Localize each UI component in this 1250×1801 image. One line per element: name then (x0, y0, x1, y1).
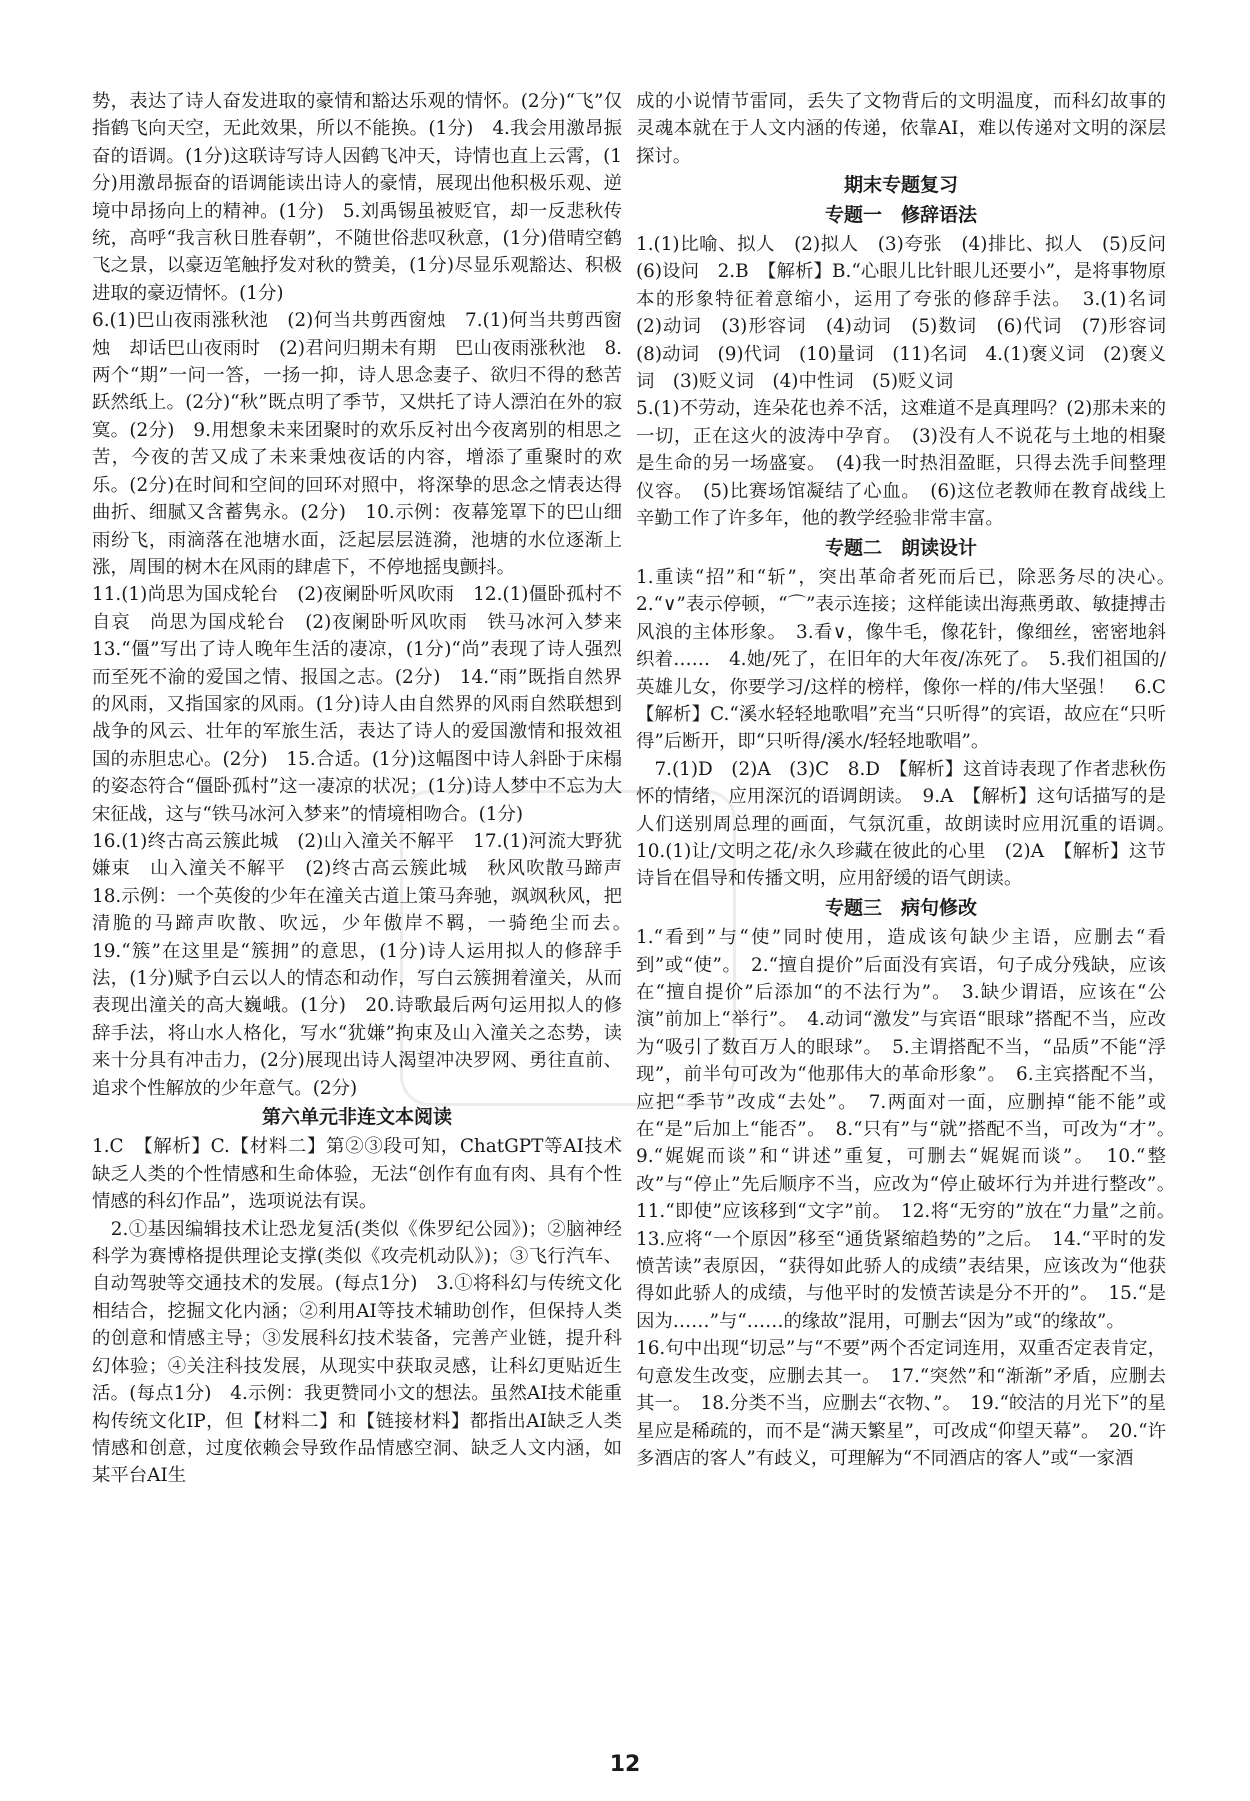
answer-paragraph: 1.(1)比喻、拟人 (2)拟人 (3)夸张 (4)排比、拟人 (5)反问 (6)设问 2.B 【解析】B.“心眼儿比针眼儿还要小”，是将事物原本的形象特征着意缩小，运用了夸张的修辞手法。 3.(1)名词 (2)动词 (3)形容词 (4)动词 (5)数词 (6)代词 (7)形容词 (8)动词 (9)代词 (10)量词 (11)名词 4.(1)褒义词 (2)褒义词 (3)贬义词 (4)中性词 (5)贬义词 (636, 234, 1185, 393)
topic-heading: 专题一 修辞语法 (824, 203, 977, 226)
answer-paragraph: 1.C 【解析】C.【材料二】第②③段可知，ChatGPT等AI技术缺乏人类的个性情感和生命体验，无法“创作有血有肉、具有个性情感的科幻作品”，选项说法有误。 (92, 1136, 622, 1213)
answer-paragraph: 成的小说情节雷同，丢失了文物背后的文明温度，而科幻故事的灵魂本就在于人文内涵的传递，依靠AI，难以传递对文明的深层探讨。 (636, 91, 1166, 167)
topic-heading: 专题二 朗读设计 (824, 536, 977, 559)
answer-paragraph: 6.(1)巴山夜雨涨秋池 (2)何当共剪西窗烛 7.(1)何当共剪西窗烛 却话巴山夜雨时 (2)君问归期未有期 巴山夜雨涨秋池 8.两个“期”一问一答，一扬一抑，诗人思念妻子、欲归不得的愁苦跃然纸上。(2分)“秋”既点明了季节，又烘托了诗人漂泊在外的寂寞。(2分) 9.用想象未来团聚时的欢乐反衬出今夜离别的相思之苦，今夜的苦又成了未来秉烛夜话的内容，增添了重聚时的欢乐。(2分)在时间和空间的回环对照中，将深挚的思念之情表达得曲折、细腻又含蓄隽永。(2分) 10.示例：夜幕笼罩下的巴山细雨纷飞，雨滴落在池塘水面，泛起层层涟漪，池塘的水位逐渐上涨，周围的树木在风雨的肆虐下，不停地摇曳颤抖。 (92, 310, 622, 578)
section-heading: 期末专题复习 (843, 174, 958, 197)
page-number: 12 (609, 1752, 641, 1777)
answer-paragraph: 11.(1)尚思为国戍轮台 (2)夜阑卧听风吹雨 12.(1)僵卧孤村不自哀 尚思为国戍轮台 (2)夜阑卧听风吹雨 铁马冰河入梦来 13.“僵”写出了诗人晚年生活的凄凉，(1分)“尚”表现了诗人强烈而至死不渝的爱国之情、报国之志。(2分) 14.“雨”既指自然界的风雨，又指国家的风雨。(1分)诗人由自然界的风雨自然联想到战争的风云、壮年的军旅生活，表达了诗人的爱国激情和报效祖国的赤胆忠心。(2分) 15.合适。(1分)这幅图中诗人斜卧于床榻的姿态符合“僵卧孤村”这一凄凉的状况；(1分)诗人梦中不忘为大宋征战，这与“铁马冰河入梦来”的情境相吻合。(1分) (92, 584, 641, 825)
answer-paragraph: 16.句中出现“切忌”与“不要”两个否定词连用，双重否定表肯定，句意发生改变，应删去其一。 17.“突然”和“渐渐”矛盾，应删去其一。 18.分类不当，应删去“衣物、”。 19.“皎洁的月光下”的星星应是稀疏的，而不是“满天繁星”，可改成“仰望天幕”。 20.“许多酒店的客人”有歧义，可理解为“不同酒店的客人”或“一家酒 (636, 1338, 1166, 1469)
section-heading: 第六单元非连文本阅读 (261, 1106, 452, 1129)
right-column (636, 88, 1185, 1472)
answer-paragraph: 5.(1)不劳动，连朵花也养不活，这难道不是真理吗？(2)那未来的一切，正在这火的波涛中孕育。 (3)没有人不说花与土地的相聚是生命的另一场盛宴。 (4)我一时热泪盈眶，只得去洗手间整理仪容。 (5)比赛场馆凝结了心血。 (6)这位老教师在教育战线上辛勤工作了许多年，他的教学经验非常丰富。 (636, 398, 1166, 530)
answer-paragraph: 势，表达了诗人奋发进取的豪情和豁达乐观的情怀。(2分)“飞”仅指鹤飞向天空，无此效果，所以不能换。(1分) 4.我会用激昂振奋的语调。(1分)这联诗写诗人因鹤飞冲天，诗情也直上云霄，(1分)用激昂振奋的语调能读出诗人的豪情，展现出他积极乐观、逆境中昂扬向上的精神。(1分) 5.刘禹锡虽被贬官，却一反悲秋传统，高呼“我言秋日胜春朝”，不随世俗悲叹秋意，(1分)借晴空鹤飞之景，以豪迈笔触抒发对秋的赞美，(1分)尽显乐观豁达、积极进取的豪迈情怀。(1分) (92, 91, 622, 304)
answer-paragraph: 2.①基因编辑技术让恐龙复活(类似《侏罗纪公园》)；②脑神经科学为赛博格提供理论支撑(类似《攻壳机动队》)；③飞行汽车、自动驾驶等交通技术的发展。(每点1分) 3.①将科幻与传统文化相结合，挖掘文化内涵；②利用AI等技术辅助创作，但保持人类的创意和情感主导；③发展科幻技术装备，完善产业链，提升科幻体验；④关注科技发展，从现实中获取灵感，让科幻更贴近生活。(每点1分) 4.示例：我更赞同小文的想法。虽然AI技术能重构传统文化IP，但【材料二】和【链接材料】都指出AI缺乏人类情感和创意，过度依赖会导致作品情感空洞、缺乏人文内涵，如某平台AI生 (92, 1218, 622, 1487)
answer-paragraph: 1.“看到”与“使”同时使用，造成该句缺少主语，应删去“看到”或“使”。 2.“擅自提价”后面没有宾语，句子成分残缺，应该在“擅自提价”后添加“的不法行为”。 3.缺少谓语，应该在“公演”前加上“举行”。 4.动词“激发”与宾语“眼球”搭配不当，应改为“吸引了数百万人的眼球”。 5.主谓搭配不当，“品质”不能“浮现”，前半句可改为“他那伟大的革命形象”。 6.主宾搭配不当，应把“季节”改成“去处”。 7.两面对一面，应删掉“能不能”或在“是”后加上“能否”。 8.“只有”与“就”搭配不当，可改为“才”。 9.“娓娓而谈”和“讲述”重复，可删去“娓娓而谈”。 10.“整改”与“停止”先后顺序不当，应改为“停止破坏行为并进行整改”。 11.“即使”应该移到“文字”前。 12.将“无穷的”放在“力量”之前。 13.应将“一个原因”移至“通货紧缩趋势的”之后。 14.“平时的发愤苦读”表原因，“获得如此骄人的成绩”表结果，应该改为“他获得如此骄人的成绩，与他平时的发愤苦读是分不开的”。 15.“是因为……”与“……的缘故”混用，可删去“因为”或“的缘故”。 (636, 927, 1185, 1332)
answer-paragraph: 16.(1)终古高云簇此城 (2)山入潼关不解平 17.(1)河流大野犹嫌束 山入潼关不解平 (2)终古高云簇此城 秋风吹散马蹄声 18.示例：一个英俊的少年在潼关古道上策马奔驰，飒飒秋风，把清脆的马蹄声吹散、吹远，少年傲岸不羁，一骑绝尘而去。 19.“簇”在这里是“簇拥”的意思，(1分)诗人运用拟人的修辞手法，(1分)赋予白云以人的情态和动作，写白云簇拥着潼关，从而表现出潼关的高大巍峨。(1分) 20.诗歌最后两句运用拟人的修辞手法，将山水人格化，写水“犹嫌”拘束及山入潼关之态势，读来十分具有冲击力，(2分)展现出诗人渴望冲决罗网、勇往直前、追求个性解放的少年意气。(2分) (92, 830, 641, 1099)
topic-heading: 专题三 病句修改 (824, 896, 977, 919)
answer-paragraph: 1.重读“招”和“斩”，突出革命者死而后已，除恶务尽的决心。 2.“∨”表示停顿，“⌒”表示连接；这样能读出海燕勇敢、敏捷搏击风浪的主体形象。 3.看∨，像牛毛，像花针，像细丝，密密地斜织着…… 4.她/死了，在旧年的大年夜/冻死了。 5.我们祖国的/英雄儿女，你要学习/这样的榜样，像你一样的/伟大坚强！ 6.C 【解析】C.“溪水轻轻地歌唱”充当“只听得”的宾语，故应在“只听得”后断开，即“只听得/溪水/轻轻地歌唱”。 (636, 566, 1185, 753)
left-column (92, 88, 641, 1490)
answer-paragraph: 7.(1)D (2)A (3)C 8.D 【解析】这首诗表现了作者悲秋伤怀的情绪，应用深沉的语调朗读。 9.A 【解析】这句话描写的是人们送别周总理的画面，气氛沉重，故朗读时应用沉重的语调。 10.(1)让/文明之花/永久珍藏在彼此的心里 (2)A 【解析】这节诗旨在倡导和传播文明，应用舒缓的语气朗读。 (636, 758, 1185, 890)
